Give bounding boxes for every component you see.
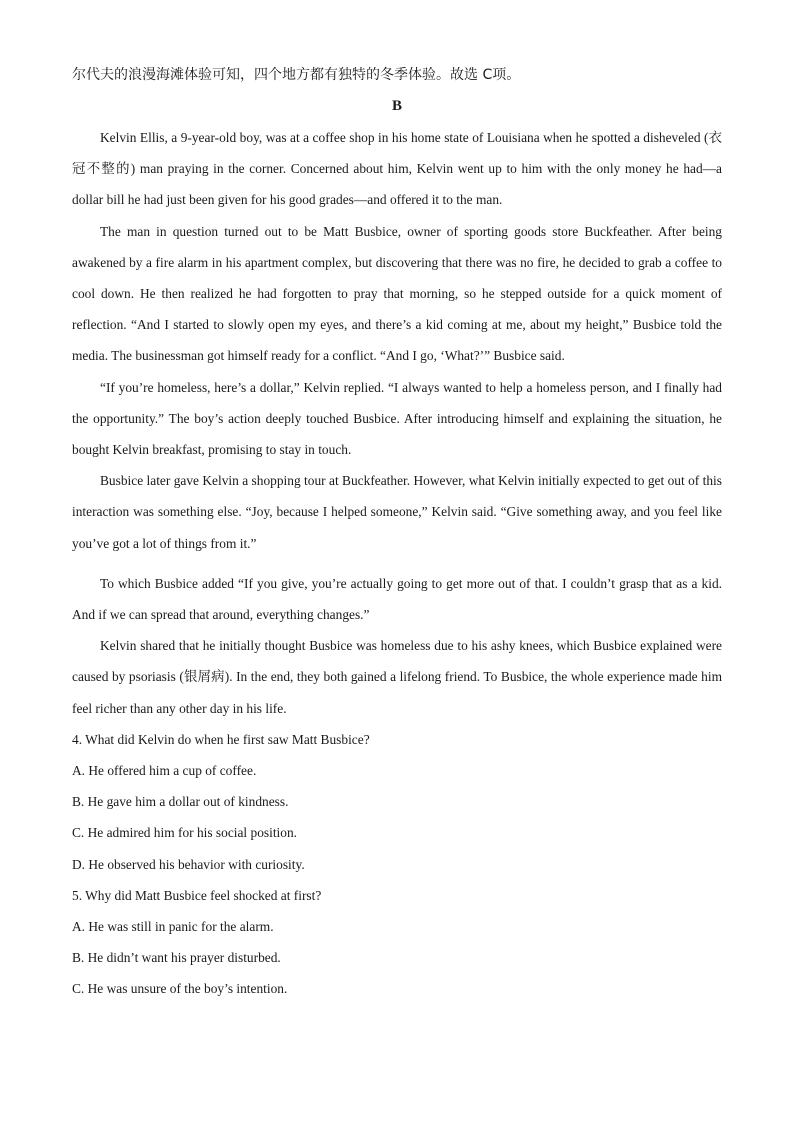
question-4-option-a: A. He offered him a cup of coffee. <box>72 763 257 779</box>
passage-paragraph-1: Kelvin Ellis, a 9-year-old boy, was at a coffee shop in his home state of Louisiana when he spotted a disheveled (衣冠不整的) man praying in the corner. Concerned about him, Kelvin went up to him with the only money he had—a dollar bill he had just been given for his good grades—and offered it to the man. <box>72 130 722 208</box>
passage-paragraph-6: Kelvin shared that he initially thought Busbice was homeless due to his ashy knees, which Busbice explained were caused by psoriasis (银屑病). In the end, they both gained a lifelong friend. To Busbice, the whole experience made him feel richer than any other day in his life. <box>72 638 722 716</box>
question-4-stem: 4. What did Kelvin do when he first saw Matt Busbice? <box>72 731 370 747</box>
question-4-option-c: C. He admired him for his social position. <box>72 825 298 841</box>
question-5-option-a: A. He was still in panic for the alarm. <box>72 919 274 935</box>
passage-paragraph-2: The man in question turned out to be Matt Busbice, owner of sporting goods store Buckfeather. After being awakened by a fire alarm in his apartment complex, but discovering that there was no fire, he decided to grab a coffee to cool down. He then realized he had forgotten to pray that morning, so he stepped outside for a quick moment of reflection. “And I started to slowly open my eyes, and there’s a kid coming at me, about my height,” Busbice told the media. The businessman got himself ready for a conflict. “And I go, ‘What?’” Busbice said. <box>72 223 722 364</box>
question-4-option-b: B. He gave him a dollar out of kindness. <box>72 794 289 810</box>
question-5-option-b: B. He didn’t want his prayer disturbed. <box>72 950 281 966</box>
passage-paragraph-3: “If you’re homeless, here’s a dollar,” Kelvin replied. “I always wanted to help a homeless person, and I finally had the opportunity.” The boy’s action deeply touched Busbice. After introducing himself and explaining the situation, he bought Kelvin breakfast, promising to stay in touch. <box>72 379 722 458</box>
passage-paragraph-4: Busbice later gave Kelvin a shopping tour at Buckfeather. However, what Kelvin initially expected to get out of this interaction was something else. “Joy, because I helped someone,” Kelvin said. “Give something away, and you feel like you’ve got a lot of things from it.” <box>72 473 722 551</box>
passage-paragraph-5: To which Busbice added “If you give, you’re actually going to get more out of that. I couldn’t grasp that as a kid. And if we can spread that around, everything changes.” <box>72 575 722 623</box>
question-4-option-d: D. He observed his behavior with curiosity. <box>72 856 305 872</box>
section-heading: B <box>391 98 402 114</box>
question-5-stem: 5. Why did Matt Busbice feel shocked at first? <box>72 887 322 903</box>
document-page <box>72 60 722 1005</box>
intro-line: 尔代夫的浪漫海滩体验可知，四个地方都有独特的冬季体验。故选 C项。 <box>72 67 521 83</box>
question-5-option-c: C. He was unsure of the boy’s intention. <box>72 981 288 997</box>
